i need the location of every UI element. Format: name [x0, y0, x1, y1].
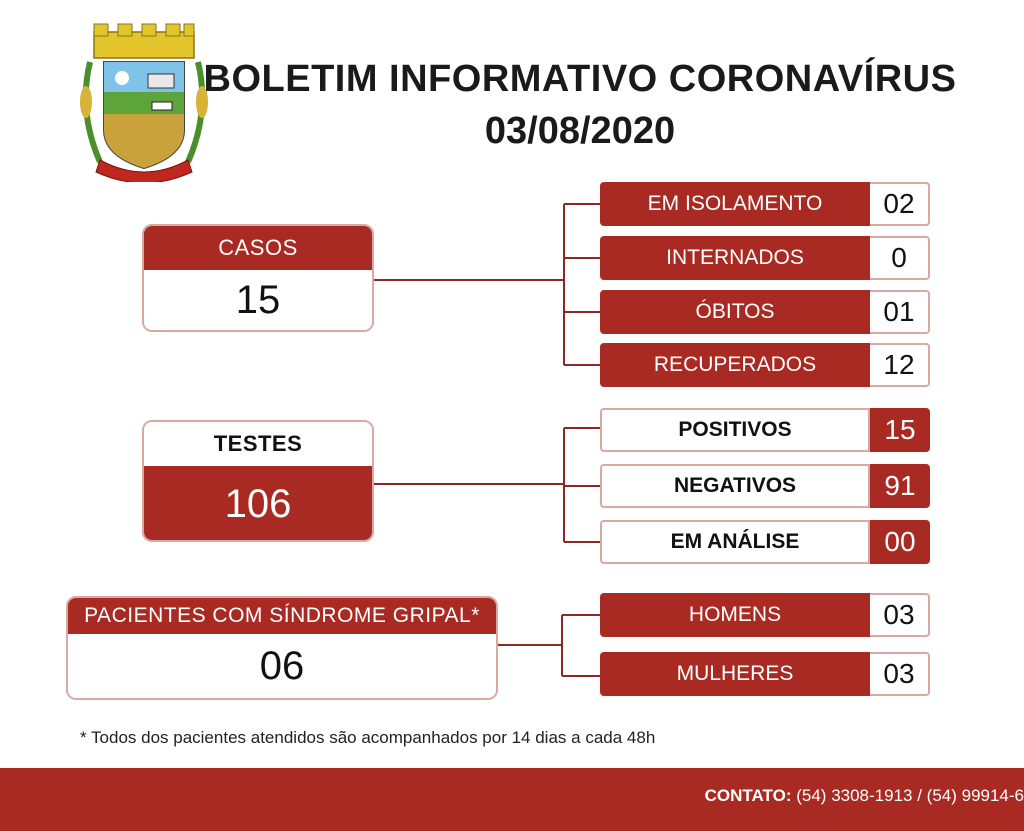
row-label: EM ISOLAMENTO	[600, 182, 870, 226]
cases-value: 15	[144, 270, 372, 330]
tests-value: 106	[144, 466, 372, 542]
row-label: EM ANÁLISE	[600, 520, 870, 564]
tests-box	[142, 420, 374, 542]
footnote: * Todos dos pacientes atendidos são acompanhados por 14 dias a cada 48h	[80, 728, 656, 747]
row-label: RECUPERADOS	[600, 343, 870, 387]
flu-men-row	[600, 593, 930, 637]
flu-syndrome-value: 06	[68, 634, 496, 698]
row-value: 12	[870, 343, 930, 387]
cases-isolation-row	[600, 182, 930, 226]
cases-recovered-row	[600, 343, 930, 387]
contact-phones: (54) 3308-1913 / (54) 99914-6	[796, 786, 1024, 805]
row-label: POSITIVOS	[600, 408, 870, 452]
row-label: NEGATIVOS	[600, 464, 870, 508]
flu-women-row	[600, 652, 930, 696]
row-value: 15	[870, 408, 930, 452]
row-value: 0	[870, 236, 930, 280]
tests-label: TESTES	[144, 422, 372, 466]
cases-box	[142, 224, 374, 332]
row-label: ÓBITOS	[600, 290, 870, 334]
row-label: MULHERES	[600, 652, 870, 696]
tests-negative-row	[600, 464, 930, 508]
cases-hospitalized-row	[600, 236, 930, 280]
tests-pending-row	[600, 520, 930, 564]
cases-deaths-row	[600, 290, 930, 334]
contact-label: CONTATO:	[704, 786, 792, 805]
cases-label: CASOS	[144, 226, 372, 270]
row-value: 00	[870, 520, 930, 564]
flu-syndrome-box	[66, 596, 498, 700]
contact-info	[705, 786, 1024, 806]
page-title: BOLETIM INFORMATIVO CORONAVÍRUS	[203, 58, 957, 100]
row-value: 03	[870, 593, 930, 637]
row-value: 91	[870, 464, 930, 508]
report-date: 03/08/2020	[484, 110, 676, 152]
row-value: 03	[870, 652, 930, 696]
row-label: HOMENS	[600, 593, 870, 637]
row-label: INTERNADOS	[600, 236, 870, 280]
row-value: 01	[870, 290, 930, 334]
footer-bar	[0, 768, 1024, 831]
row-value: 02	[870, 182, 930, 226]
tests-positive-row	[600, 408, 930, 452]
flu-syndrome-label: PACIENTES COM SÍNDROME GRIPAL*	[68, 598, 496, 634]
